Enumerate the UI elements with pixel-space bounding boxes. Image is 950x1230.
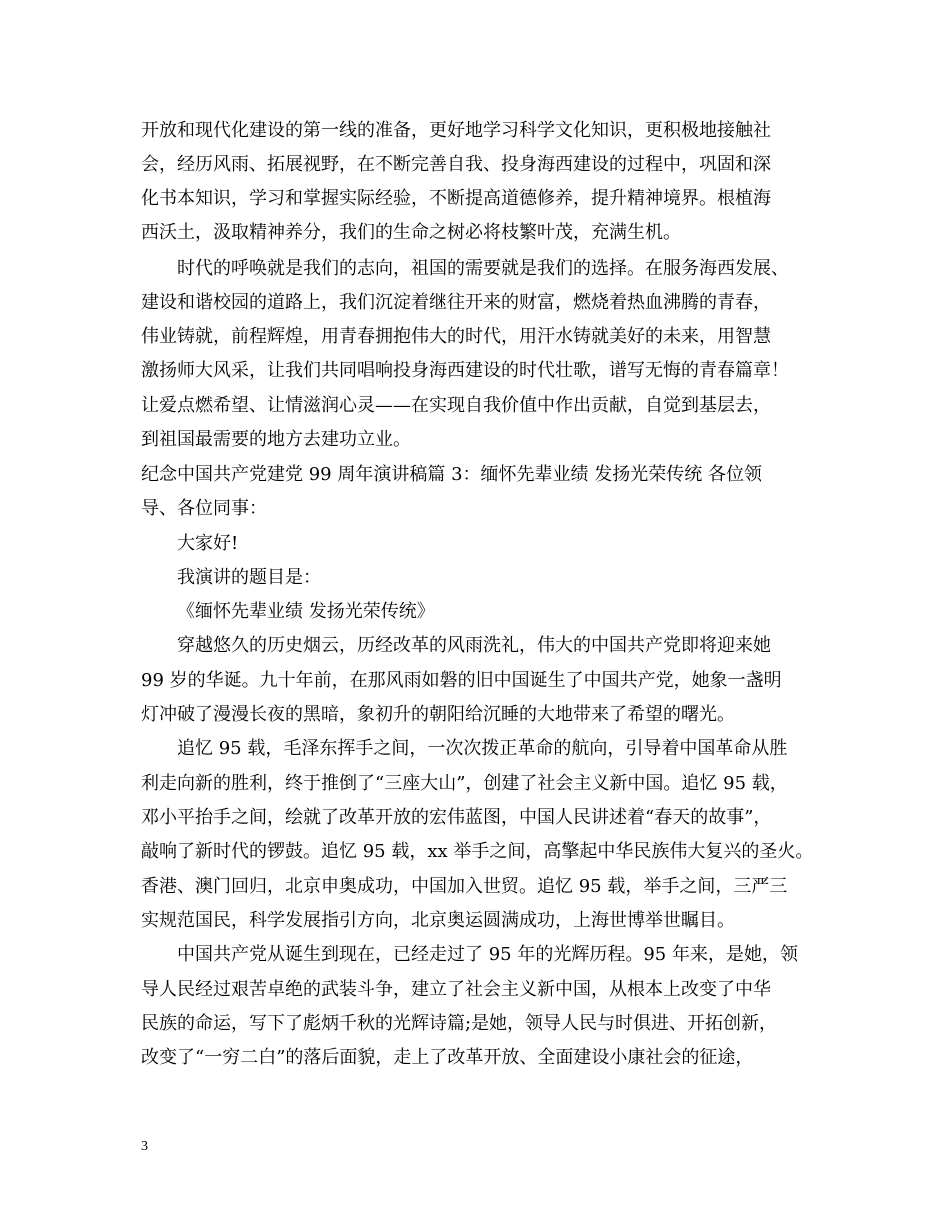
text-line: 导、各位同事：: [141, 498, 267, 519]
greeting-line: 大家好!: [177, 533, 239, 554]
page-number: 3: [141, 1139, 148, 1154]
text-line: 时代的呼唤就是我们的志向，祖国的需要就是我们的选择。在服务海西发展、: [177, 258, 789, 279]
text-line: 让爱点燃希望、让情滋润心灵——在实现自我价值中作出贡献，自觉到基层去，: [141, 395, 771, 416]
text-line: 香港、澳门回归，北京申奥成功，中国加入世贸。追忆 95 载，举手之间，三严三: [141, 876, 788, 897]
text-line: 导人民经过艰苦卓绝的武装斗争，建立了社会主义新中国，从根本上改变了中华: [141, 979, 771, 1000]
text-line: 改变了“一穷二白”的落后面貌，走上了改革开放、全面建设小康社会的征途，: [141, 1047, 754, 1068]
text-line: 灯冲破了漫漫长夜的黑暗，象初升的朝阳给沉睡的大地带来了希望的曙光。: [141, 704, 735, 725]
text-line: 到祖国最需要的地方去建功立业。: [141, 429, 411, 450]
text-line: 敲响了新时代的锣鼓。追忆 95 载，xx 举手之间，高擎起中华民族伟大复兴的圣火。: [141, 841, 814, 862]
text-line: 利走向新的胜利，终于推倒了“三座大山”，创建了社会主义新中国。追忆 95 载，: [141, 773, 788, 794]
text-line: 开放和现代化建设的第一线的准备，更好地学习科学文化知识，更积极地接触社: [141, 120, 771, 141]
text-line: 会，经历风雨、拓展视野，在不断完善自我、投身海西建设的过程中，巩固和深: [141, 154, 771, 175]
text-line: 激扬师大风采，让我们共同唱响投身海西建设的时代壮歌，谱写无悔的青春篇章！: [141, 360, 789, 381]
text-line: 99 岁的华诞。九十年前，在那风雨如磐的旧中国诞生了中国共产党，她象一盏明: [141, 670, 782, 691]
text-line: 民族的命运，写下了彪炳千秋的光辉诗篇;是她，领导人民与时俱进、开拓创新，: [141, 1013, 778, 1034]
speech-title: 《缅怀先辈业绩 发扬光荣传统》: [177, 601, 435, 622]
section-heading: 纪念中国共产党建党 99 周年演讲稿篇 3：缅怀先辈业绩 发扬光荣传统 各位领: [141, 464, 762, 485]
text-line: 化书本知识，学习和掌握实际经验，不断提高道德修养，提升精神境界。根植海: [141, 188, 771, 209]
text-line: 我演讲的题目是：: [177, 567, 321, 588]
text-line: 西沃土，汲取精神养分，我们的生命之树必将枝繁叶茂，充满生机。: [141, 222, 681, 243]
text-line: 建设和谐校园的道路上，我们沉淀着继往开来的财富，燃烧着热血沸腾的青春，: [141, 292, 771, 313]
text-line: 追忆 95 载，毛泽东挥手之间，一次次拨正革命的航向，引导着中国革命从胜: [177, 738, 788, 759]
text-line: 穿越悠久的历史烟云，历经改革的风雨洗礼，伟大的中国共产党即将迎来她: [177, 635, 771, 656]
text-line: 实规范国民，科学发展指引方向，北京奥运圆满成功，上海世博举世瞩目。: [141, 910, 735, 931]
text-line: 邓小平抬手之间，绘就了改革开放的宏伟蓝图，中国人民讲述着“春天的故事”，: [141, 807, 772, 828]
text-line: 伟业铸就，前程辉煌，用青春拥抱伟大的时代，用汗水铸就美好的未来，用智慧: [141, 326, 771, 347]
text-line: 中国共产党从诞生到现在，已经走过了 95 年的光辉历程。95 年来，是她，领: [177, 944, 798, 965]
